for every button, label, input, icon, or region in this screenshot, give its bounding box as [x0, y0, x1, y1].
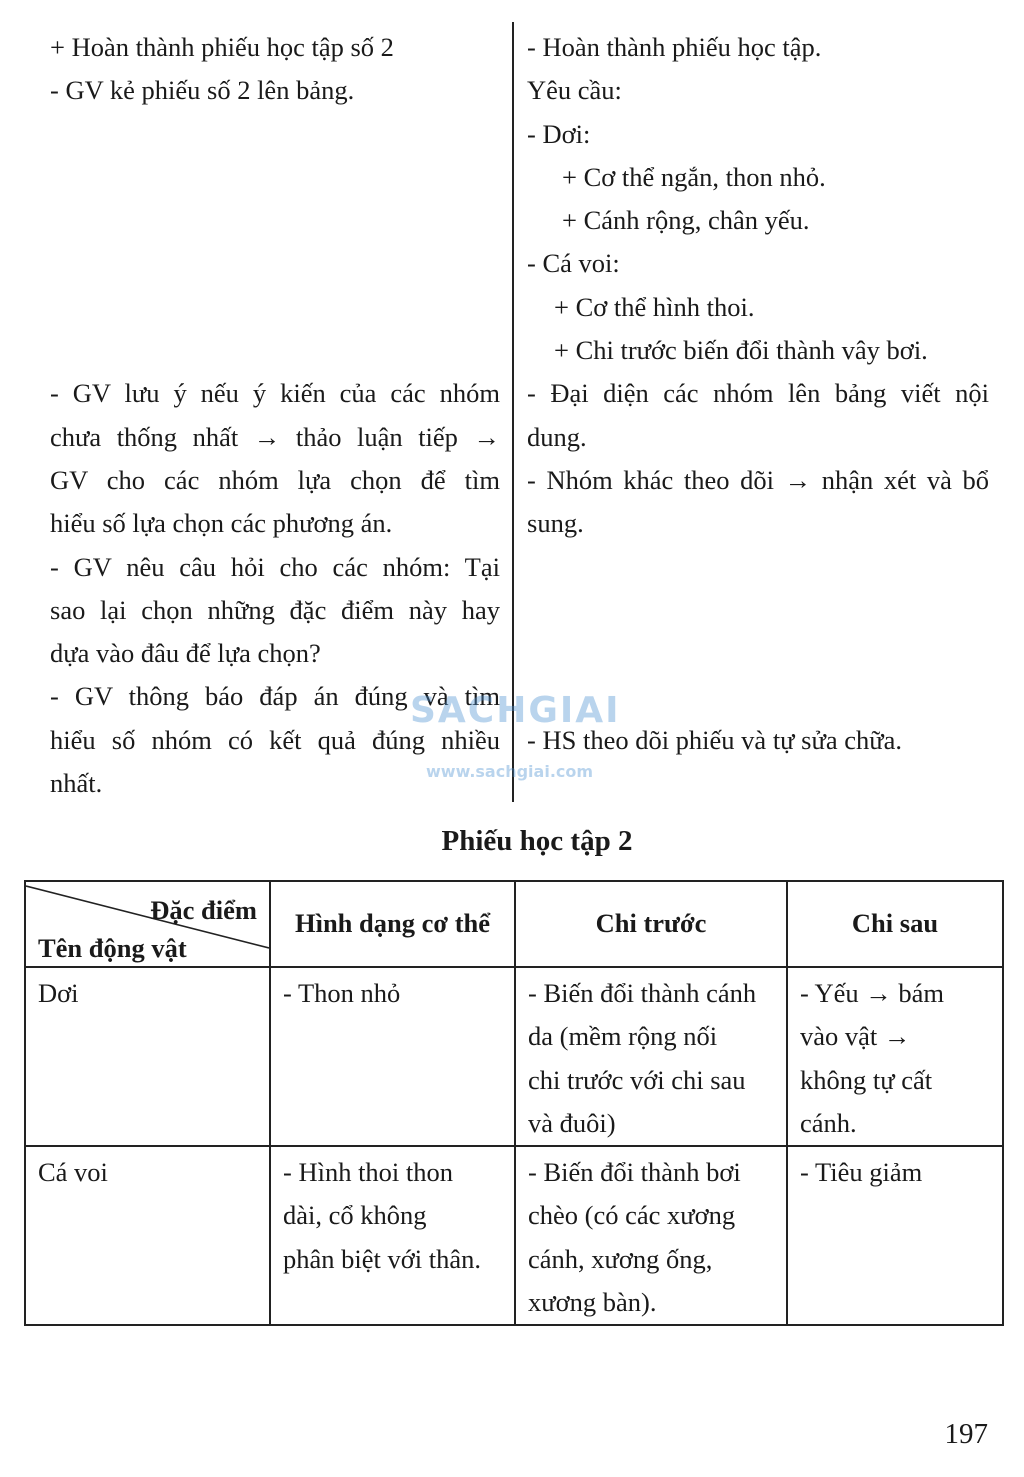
text-line: + Hoàn thành phiếu học tập số 2 — [50, 32, 394, 62]
cell-line: cánh, xương ống, — [528, 1243, 713, 1274]
text-line: - Đại diện các nhóm lên bảng viết nội — [527, 378, 989, 409]
cell-line: - Tiêu giảm — [800, 1157, 923, 1188]
page-number: 197 — [944, 1418, 988, 1450]
text-line: - GV nêu câu hỏi cho các nhóm: Tại — [50, 551, 500, 582]
text-line: - HS theo dõi phiếu và tự sửa chữa. — [527, 724, 902, 755]
cell-line: phân biệt với thân. — [283, 1243, 481, 1274]
diagonal-header-cell — [25, 881, 270, 967]
cell-line: và đuôi) — [528, 1107, 616, 1138]
cell-line: xương bàn). — [528, 1287, 657, 1318]
text-line: + Cơ thể hình thoi. — [554, 291, 755, 322]
forelimb-cell — [515, 1146, 787, 1325]
shape-cell — [270, 1146, 515, 1325]
cell-line: da (mềm rộng nối — [528, 1021, 718, 1052]
cell-line: - Biến đổi thành cánh — [528, 978, 757, 1008]
forelimb-cell — [515, 967, 787, 1146]
text-line: - Dơi: — [527, 118, 591, 149]
shape-cell — [270, 967, 515, 1146]
text-line: sung. — [527, 508, 584, 539]
table-row — [25, 1146, 1003, 1325]
worksheet-table — [24, 880, 1004, 1326]
cell-line: - Thon nhỏ — [283, 978, 401, 1008]
teacher-activity-column — [50, 26, 500, 805]
text-line: - Hoàn thành phiếu học tập. — [527, 32, 822, 62]
text-line: sao lại chọn những đặc điểm này hay — [50, 594, 500, 625]
text-line: - Nhóm khác theo dõi → nhận xét và bổ — [527, 464, 989, 495]
cell-line: cánh. — [800, 1107, 857, 1138]
text-line: + Cánh rộng, chân yếu. — [562, 205, 810, 236]
hindlimb-cell — [787, 1146, 1003, 1325]
text-line: - GV lưu ý nếu ý kiến của các nhóm — [50, 378, 500, 409]
text-line: - GV thông báo đáp án đúng và tìm — [50, 681, 500, 712]
text-line: hiểu số lựa chọn các phương án. — [50, 508, 393, 539]
cell-line: - Biến đổi thành bơi — [528, 1157, 741, 1188]
header-animal-name: Tên động vật — [38, 933, 187, 963]
cell-line: vào vật → — [800, 1021, 911, 1052]
text-line: chưa thống nhất → thảo luận tiếp → — [50, 421, 500, 452]
animal-cell: Cá voi — [25, 1146, 270, 1325]
cell-line: không tự cất — [800, 1064, 933, 1095]
text-line: dựa vào đâu để lựa chọn? — [50, 638, 321, 669]
table-header-row — [25, 881, 1003, 967]
worksheet-title: Phiếu học tập 2 — [441, 825, 633, 857]
text-line: GV cho các nhóm lựa chọn để tìm — [50, 464, 500, 495]
hindlimb-cell — [787, 967, 1003, 1146]
header-body-shape: Hình dạng cơ thể — [270, 881, 515, 967]
text-line: hiểu số nhóm có kết quả đúng nhiều — [50, 724, 500, 755]
header-hindlimb: Chi sau — [787, 881, 1003, 967]
column-divider — [512, 22, 514, 802]
header-forelimb: Chi trước — [515, 881, 787, 967]
cell-line: chi trước với chi sau — [528, 1064, 746, 1095]
text-line: + Cơ thể ngắn, thon nhỏ. — [562, 161, 826, 192]
header-characteristic: Đặc điểm — [150, 895, 257, 925]
cell-line: - Yếu → bám — [800, 978, 944, 1008]
watermark-logo: SACHGIAI — [410, 690, 621, 731]
cell-line: chèo (có các xương — [528, 1200, 736, 1231]
text-line: nhất. — [50, 768, 103, 799]
animal-cell: Dơi — [25, 967, 270, 1146]
text-line: - Cá voi: — [527, 248, 620, 279]
text-line: + Chi trước biến đổi thành vây bơi. — [554, 335, 928, 366]
text-line: Yêu cầu: — [527, 75, 622, 106]
text-line: - GV kẻ phiếu số 2 lên bảng. — [50, 75, 355, 106]
text-line: dung. — [527, 421, 587, 452]
student-activity-column — [527, 26, 989, 762]
watermark — [410, 690, 620, 785]
table-row — [25, 967, 1003, 1146]
watermark-url: www.sachgiai.com — [426, 762, 594, 781]
cell-line: dài, cổ không — [283, 1200, 427, 1231]
cell-line: - Hình thoi thon — [283, 1157, 454, 1188]
